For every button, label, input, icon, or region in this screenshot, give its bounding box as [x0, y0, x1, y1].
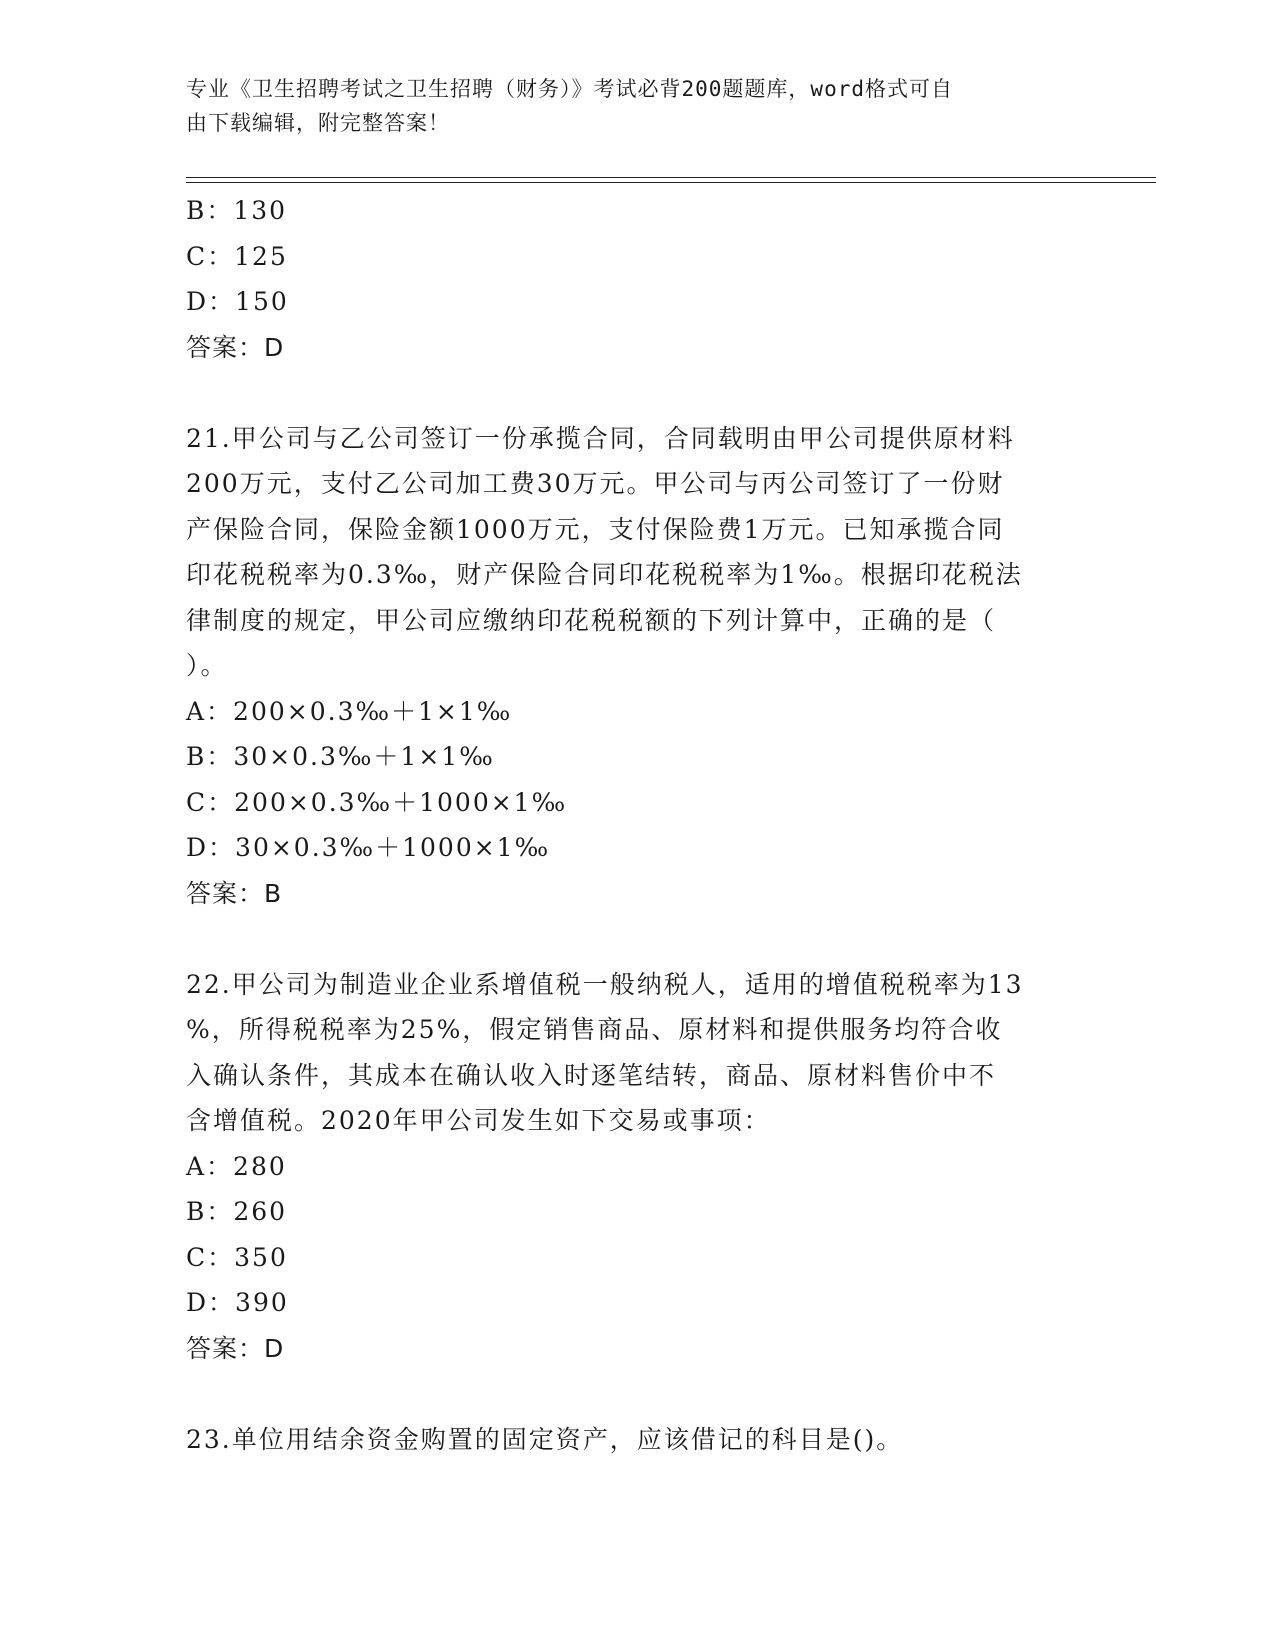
answer-line: 答案：D [186, 332, 285, 362]
question-stem-line: 印花税税率为0.3‰，财产保险合同印花税税率为1‰。根据印花税法 [186, 560, 1023, 589]
question-21 [186, 416, 1086, 917]
question-stem-line: 22.甲公司为制造业企业系增值税一般纳税人，适用的增值税税率为13 [186, 969, 1024, 999]
answer-line: 答案：D [186, 1333, 285, 1363]
question-stem-line: 23.单位用结余资金购置的固定资产，应该借记的科目是()。 [186, 1424, 904, 1454]
question-stem-line: ）。 [186, 651, 228, 680]
option-d: D：30×0.3‰＋1000×1‰ [186, 833, 551, 862]
question-stem-line: 产保险合同，保险金额1000万元，支付保险费1万元。已知承揽合同 [186, 514, 1005, 544]
option-d: D：150 [186, 287, 289, 316]
header-divider-bottom [186, 182, 1156, 183]
question-stem-line: 21.甲公司与乙公司签订一份承揽合同，合同载明由甲公司提供原材料 [186, 423, 1015, 453]
header-line-1: 专业《卫生招聘考试之卫生招聘（财务）》考试必背200题题库，word格式可自 [186, 77, 953, 101]
prev-question [186, 188, 1086, 370]
question-stem-line: 律制度的规定，甲公司应缴纳印花税税额的下列计算中，正确的是（ [186, 605, 997, 635]
option-c: C：125 [186, 241, 288, 271]
spacer [186, 916, 1086, 962]
question-list [186, 188, 1086, 1462]
header-divider-top [186, 177, 1156, 178]
option-b: B：130 [186, 196, 288, 225]
option-b: B：30×0.3‰＋1×1‰ [186, 742, 495, 771]
option-a: A：200×0.3‰＋1×1‰ [186, 696, 513, 726]
answer-line: 答案：B [186, 878, 283, 908]
document-header [186, 72, 1076, 140]
option-a: A：280 [186, 1151, 287, 1181]
option-d: D：390 [186, 1288, 289, 1317]
spacer [186, 1371, 1086, 1417]
option-c: C：350 [186, 1242, 288, 1272]
question-23 [186, 1417, 1086, 1463]
question-22 [186, 962, 1086, 1372]
spacer [186, 370, 1086, 416]
option-c: C：200×0.3‰＋1000×1‰ [186, 787, 568, 817]
question-stem-line: 含增值税。2020年甲公司发生如下交易或事项： [186, 1106, 771, 1135]
header-line-2: 由下载编辑，附完整答案！ [186, 111, 450, 135]
question-stem-line: 入确认条件，其成本在确认收入时逐笔结转，商品、原材料售价中不 [186, 1060, 997, 1090]
question-stem-line: 200万元，支付乙公司加工费30万元。甲公司与丙公司签订了一份财 [186, 469, 1005, 498]
option-b: B：260 [186, 1197, 288, 1226]
question-stem-line: %，所得税税率为25%，假定销售商品、原材料和提供服务均符合收 [186, 1015, 1003, 1044]
